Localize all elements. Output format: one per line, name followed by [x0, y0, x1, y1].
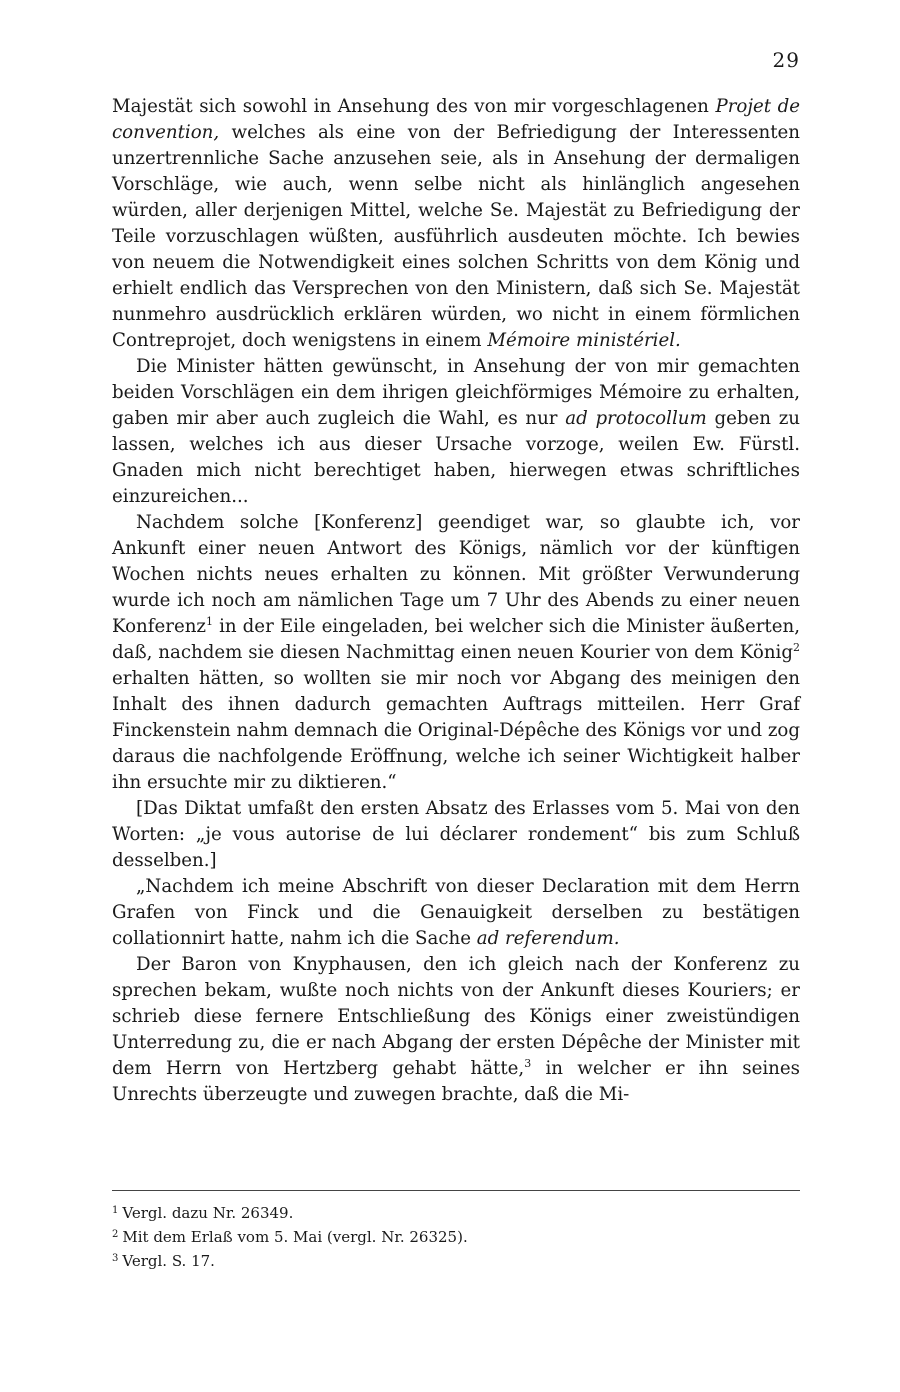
footnote-number: 3 — [112, 1253, 119, 1264]
footnote-reference: 2 — [793, 641, 800, 654]
text-run: „Nachdem ich meine Abschrift von dieser Declaration mit dem Herrn Grafen von Finck und die Genauigkeit derselben zu bestätigen collationnirt hatte, nahm ich die Sache — [112, 876, 800, 949]
footnote-reference: 3 — [524, 1057, 532, 1070]
paragraph — [112, 952, 800, 1108]
footnote-divider — [112, 1190, 800, 1191]
text-run: Der Baron von Knyphausen, den ich gleich nach der Konferenz zu sprechen bekam, wußte noch nichts von der Ankunft dieses Kouriers; er schrieb diese fernere Entschließung des Königs einer zweistündigen Unterredung zu, die er nach Abgang der ersten Dépêche der Minister mit dem Herrn von Hertzberg gehabt hätte, — [112, 954, 800, 1079]
italic-phrase: Mémoire ministériel. — [487, 330, 681, 351]
footnote-text: Vergl. dazu Nr. 26349. — [122, 1204, 294, 1222]
paragraph — [112, 354, 800, 510]
text-run: geben zu lassen, welches ich aus dieser Ursache vorzoge, weilen Ew. Fürstl. Gnaden mich nicht berechtiget haben, hierwegen etwas schriftliches einzureichen... — [112, 408, 800, 507]
paragraph — [112, 94, 800, 354]
italic-phrase: ad protocollum — [565, 408, 707, 429]
paragraph — [112, 874, 800, 952]
text-run: welches als eine von der Befriedigung der Interessenten unzertrennliche Sache anzusehen seie, als in Ansehung der dermaligen Vorschläge, wie auch, wenn selbe nicht als hinlänglich angesehen würden, aller derjenigen Mittel, welche Se. Majestät zu Befriedigung der Teile vorzuschlagen wüßten, ausführlich ausdeuten möchte. Ich bewies von neuem die Notwendigkeit eines solchen Schritts von dem König und erhielt endlich das Versprechen von den Ministern, daß sich Se. Majestät nunmehro ausdrücklich erklären würden, wo nicht in einem förmlichen Contreprojet, doch wenigstens in einem — [112, 122, 800, 351]
paragraph — [112, 510, 800, 796]
footnotes — [112, 1200, 800, 1272]
footnote — [112, 1248, 800, 1272]
text-run: Nachdem solche [Konferenz] geendiget war, so glaubte ich, vor Ankunft einer neuen Antwort des Königs, nämlich vor der künftigen Wochen nichts neues erhalten zu können. Mit größter Verwunderung wurde ich noch am nämlichen Tage um 7 Uhr des Abends zu einer neuen Konferenz — [112, 512, 800, 637]
footnote — [112, 1200, 800, 1224]
text-run: in der Eile eingeladen, bei welcher sich die Minister äußerten, daß, nachdem sie diesen Nachmittag einen neuen Kourier von dem König — [112, 616, 800, 663]
text-run: erhalten hätten, so wollten sie mir noch vor Abgang des meinigen den Inhalt des ihnen dadurch gemachten Auftrags mitteilen. Herr Graf Finckenstein nahm demnach die Original-Dépêche des Königs vor und zog daraus die nachfolgende Eröffnung, welche ich seiner Wichtigkeit halber ihn ersuchte mir zu diktieren.“ — [112, 668, 800, 793]
body-text — [112, 94, 800, 1108]
footnote-text: Mit dem Erlaß vom 5. Mai (vergl. Nr. 26325). — [122, 1228, 468, 1246]
italic-phrase: ad referendum. — [476, 928, 620, 949]
paragraph: [Das Diktat umfaßt den ersten Absatz des Erlasses vom 5. Mai von den Worten: „je vous autorise de lui déclarer rondement“ bis zum Schluß desselben.] — [112, 798, 800, 871]
footnote — [112, 1224, 800, 1248]
italic-phrase: Projet de convention, — [112, 96, 800, 143]
page-number: 29 — [772, 48, 800, 72]
text-run: in welcher er ihn seines Unrechts überzeugte und zuwegen brachte, daß die Mi- — [112, 1058, 800, 1105]
text-run: Die Minister hätten gewünscht, in Ansehung der von mir gemachten beiden Vorschlägen ein dem ihrigen gleichförmiges Mémoire zu erhalten, gaben mir aber auch zugleich die Wahl, es nur — [112, 356, 800, 429]
footnote-number: 2 — [112, 1229, 119, 1240]
footnote-reference: 1 — [206, 615, 214, 628]
footnote-number: 1 — [112, 1205, 119, 1216]
footnote-text: Vergl. S. 17. — [122, 1252, 215, 1270]
text-run: Majestät sich sowohl in Ansehung des von mir vorgeschlagenen — [112, 96, 716, 117]
